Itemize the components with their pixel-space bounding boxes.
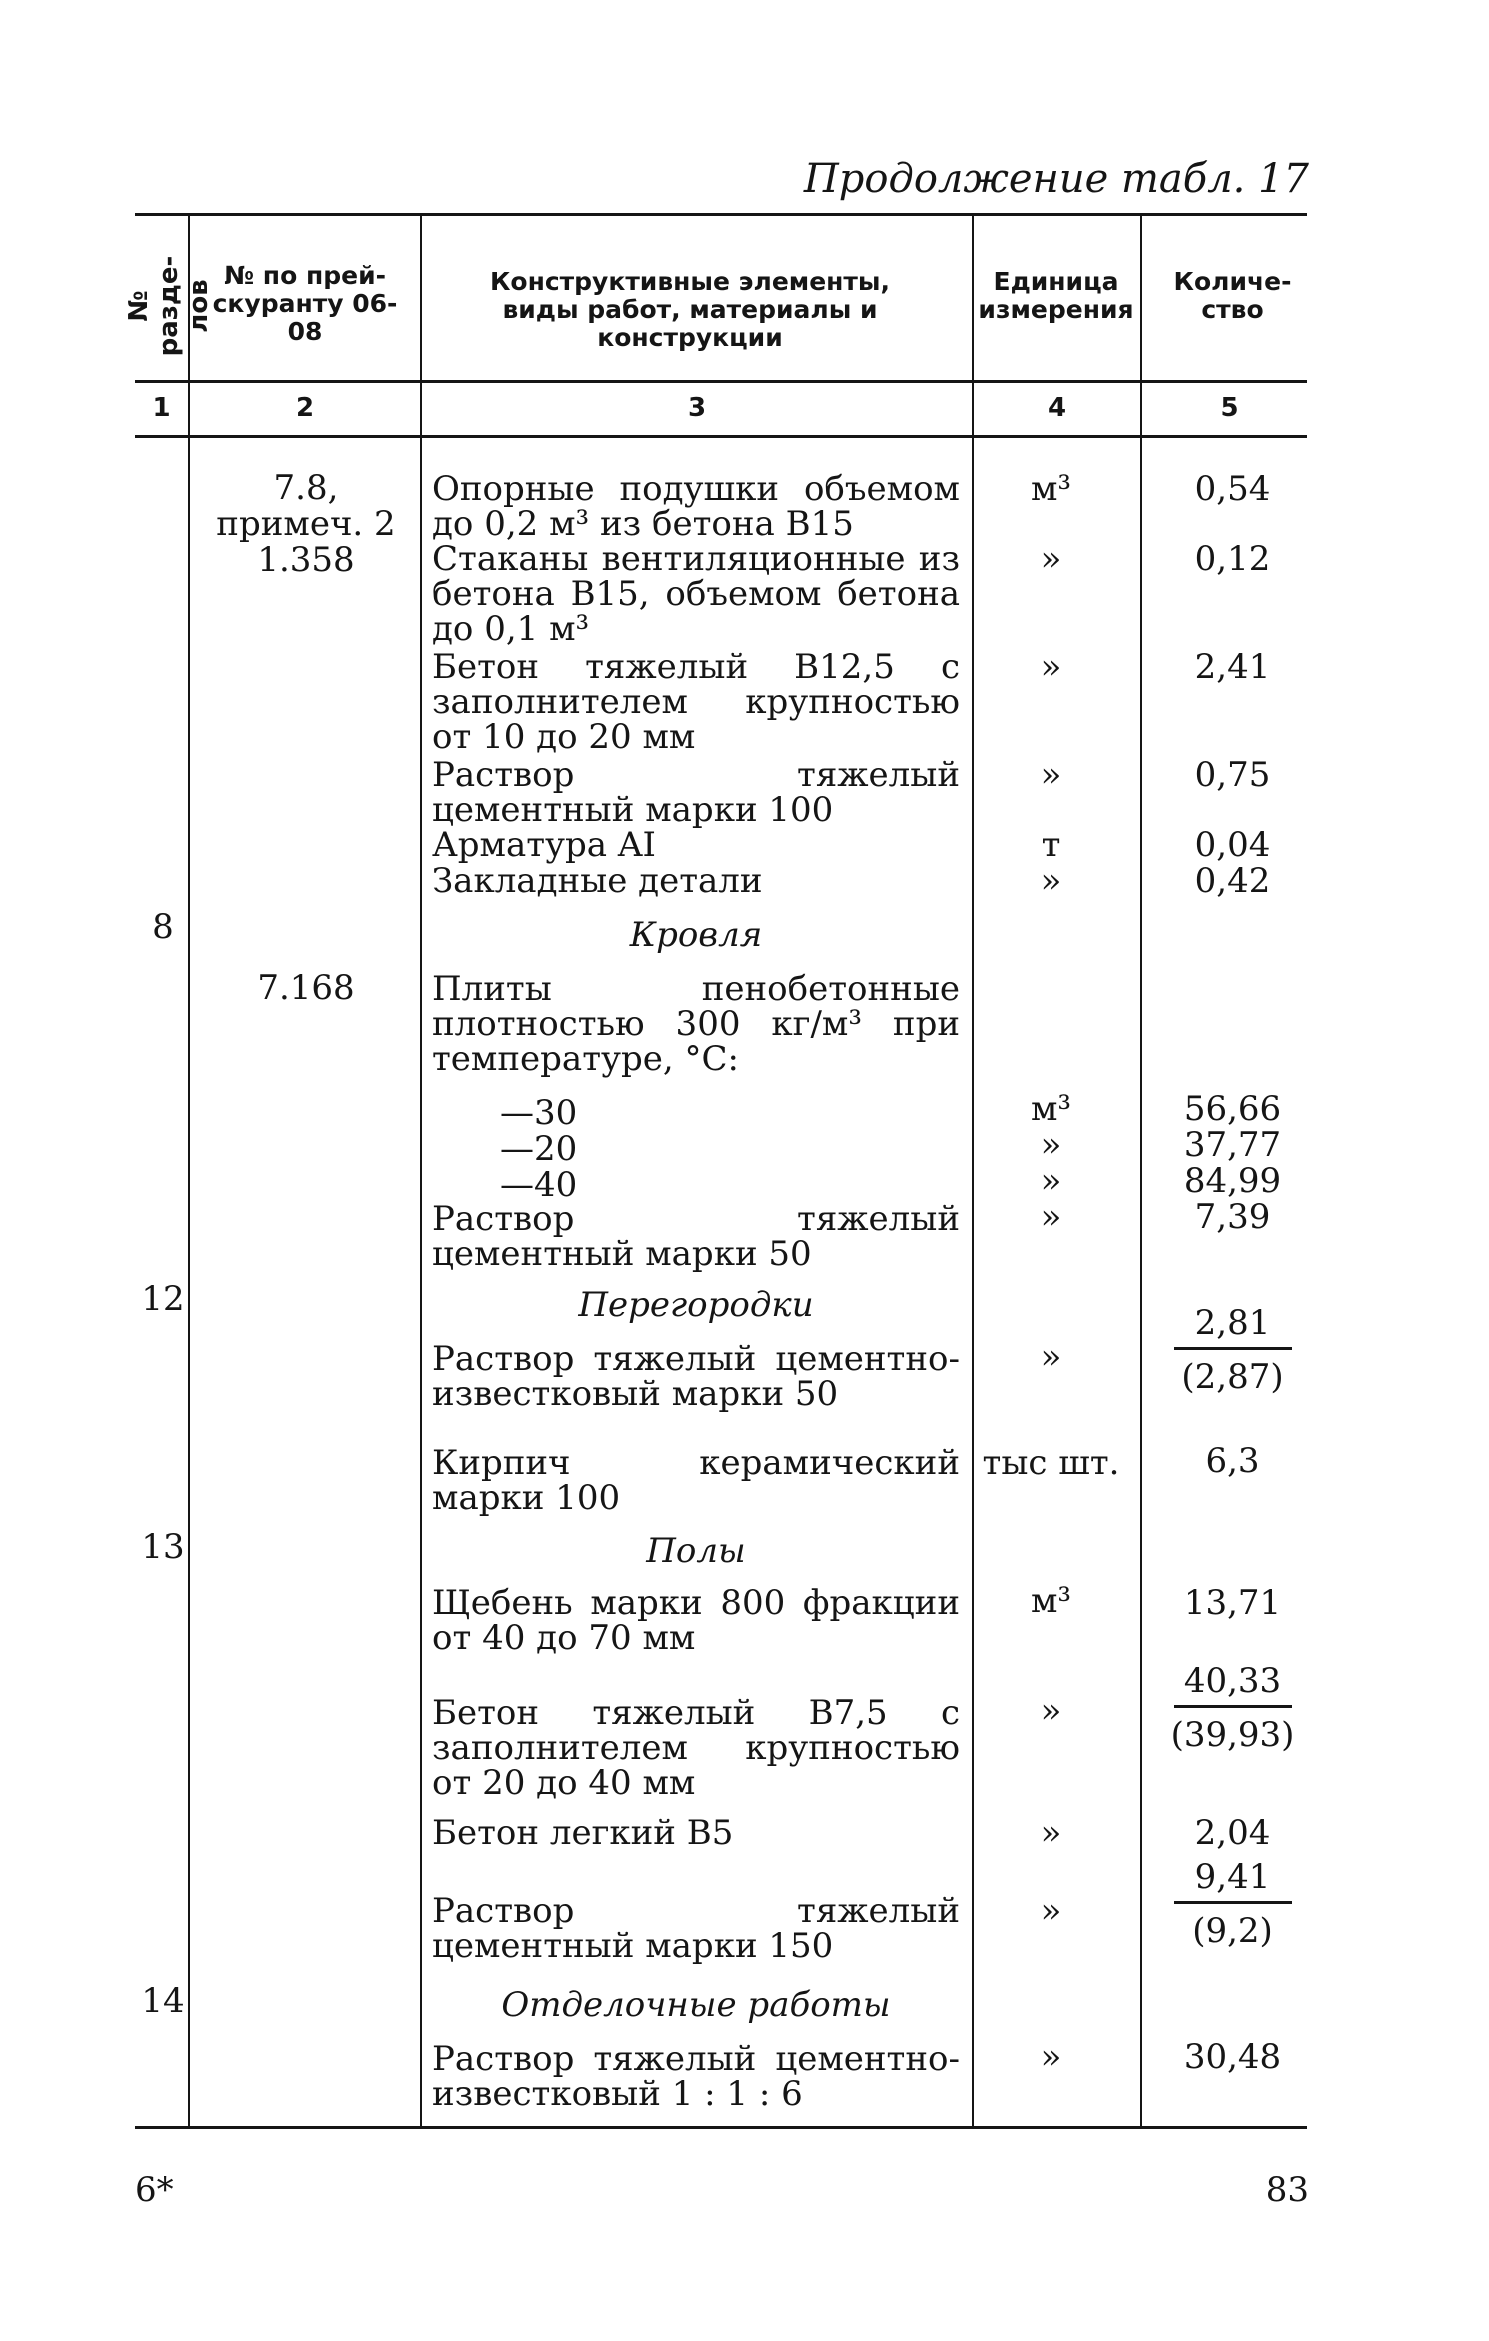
column-number-4: 4 <box>1047 393 1067 423</box>
row-unit: » <box>1040 861 1062 901</box>
row-quantity: 84,99 <box>1183 1161 1282 1201</box>
row-description: Щебень марки 800 фракции от 40 до 70 мм <box>432 1583 960 1658</box>
row-description: Раствор тяжелый цементный марки 150 <box>432 1891 960 1966</box>
row-unit: » <box>1040 1161 1062 1201</box>
numbers-bottom-rule <box>135 435 1307 438</box>
row-unit: м³ <box>1030 1581 1072 1621</box>
quantity-alt-value: (39,93) <box>1170 1715 1295 1755</box>
row-unit: » <box>1040 1691 1062 1731</box>
row-unit: » <box>1040 539 1062 579</box>
row-quantity: 13,71 <box>1183 1583 1282 1623</box>
row-unit: м³ <box>1030 1089 1072 1129</box>
column-rule-4 <box>1140 216 1142 2126</box>
row-description: —20 <box>500 1129 578 1169</box>
row-description: Плиты пенобетонные плотностью 300 кг/м³ при температуре, °C: <box>432 969 960 1079</box>
column-rule-3 <box>972 216 974 2126</box>
row-description: Бетон тяжелый B12,5 с заполнителем крупностью от 10 до 20 мм <box>432 647 960 757</box>
column-number-5: 5 <box>1220 393 1239 423</box>
row-unit: » <box>1040 1891 1062 1931</box>
row-description: Раствор тяжелый цементный марки 50 <box>432 1199 960 1274</box>
table-bottom-rule <box>135 2126 1307 2129</box>
row-quantity-fraction <box>1145 1303 1320 1397</box>
table-caption: Продолжение табл. 17 <box>803 156 1309 202</box>
section-number: 13 <box>141 1527 185 1567</box>
row-quantity-fraction <box>1145 1661 1320 1755</box>
row-description: Опорные подушки объемом до 0,2 м³ из бетона B15 <box>432 469 960 544</box>
row-description: —30 <box>500 1093 578 1133</box>
column-number-1: 1 <box>152 393 171 423</box>
section-heading: Отделочные работы <box>501 1985 891 2025</box>
quantity-alt-value: (9,2) <box>1192 1911 1273 1951</box>
section-heading: Перегородки <box>578 1285 814 1325</box>
row-description: Бетон легкий B5 <box>432 1813 734 1853</box>
row-quantity: 0,54 <box>1194 469 1271 509</box>
row-quantity: 0,12 <box>1194 539 1271 579</box>
row-description: —40 <box>500 1165 578 1205</box>
row-ref: 7.168 <box>257 968 355 1008</box>
row-unit: » <box>1040 1337 1062 1377</box>
header-section-no: № разде-лов <box>124 255 214 357</box>
row-description: Бетон тяжелый B7,5 с заполнителем крупностью от 20 до 40 мм <box>432 1693 960 1803</box>
section-heading: Кровля <box>629 915 763 955</box>
row-quantity: 0,04 <box>1194 825 1271 865</box>
row-quantity: 0,42 <box>1194 861 1271 901</box>
table-top-rule <box>135 213 1307 216</box>
row-quantity-fraction <box>1145 1857 1320 1951</box>
row-unit: т <box>1041 825 1061 865</box>
row-quantity: 30,48 <box>1183 2037 1282 2077</box>
header-quantity: Количе-ство <box>1173 267 1292 324</box>
page-number: 83 <box>1265 2170 1309 2210</box>
quantity-value: 9,41 <box>1194 1857 1271 1897</box>
header-description: Конструктивные элементы, виды работ, материалы и конструкции <box>489 267 891 352</box>
row-unit: » <box>1040 755 1062 795</box>
row-unit: тыс шт. <box>982 1443 1120 1483</box>
section-number: 8 <box>152 907 174 947</box>
row-quantity: 6,3 <box>1205 1441 1260 1481</box>
row-quantity: 2,04 <box>1194 1813 1271 1853</box>
row-quantity: 7,39 <box>1194 1197 1271 1237</box>
row-unit: » <box>1040 1125 1062 1165</box>
quantity-value: 40,33 <box>1183 1661 1282 1701</box>
column-rule-2 <box>420 216 422 2126</box>
row-unit: » <box>1040 1197 1062 1237</box>
row-description: Арматура AI <box>432 825 656 865</box>
row-quantity: 0,75 <box>1194 755 1271 795</box>
quantity-value: 2,81 <box>1194 1303 1271 1343</box>
row-ref: 1.358 <box>257 540 355 580</box>
row-quantity: 56,66 <box>1183 1089 1282 1129</box>
column-number-2: 2 <box>295 393 315 423</box>
row-unit: » <box>1040 2037 1062 2077</box>
quantity-alt-value: (2,87) <box>1181 1357 1284 1397</box>
section-number: 14 <box>141 1981 185 2021</box>
column-number-3: 3 <box>687 393 707 423</box>
row-description: Раствор тяжелый цементно-известковый 1 : 1 : 6 <box>432 2039 960 2114</box>
row-description: Кирпич керамический марки 100 <box>432 1443 960 1518</box>
header-bottom-rule <box>135 380 1307 383</box>
column-rule-1 <box>188 216 190 2126</box>
header-price-list-no: № по прей-скуранту 06-08 <box>212 261 398 346</box>
footer-signature: 6* <box>135 2170 174 2210</box>
row-quantity: 37,77 <box>1183 1125 1282 1165</box>
row-description: Раствор тяжелый цементно-известковый марки 50 <box>432 1339 960 1414</box>
row-ref: 7.8, примеч. 2 <box>216 468 396 544</box>
row-unit: м³ <box>1030 469 1072 509</box>
row-unit: » <box>1040 647 1062 687</box>
row-description: Стаканы вентиляционные из бетона B15, объемом бетона до 0,1 м³ <box>432 539 960 649</box>
section-heading: Полы <box>646 1531 746 1571</box>
row-quantity: 2,41 <box>1194 647 1271 687</box>
header-unit: Единица измерения <box>978 267 1134 324</box>
row-description: Закладные детали <box>432 861 763 901</box>
row-unit: » <box>1040 1813 1062 1853</box>
row-description: Раствор тяжелый цементный марки 100 <box>432 755 960 830</box>
section-number: 12 <box>141 1279 185 1319</box>
